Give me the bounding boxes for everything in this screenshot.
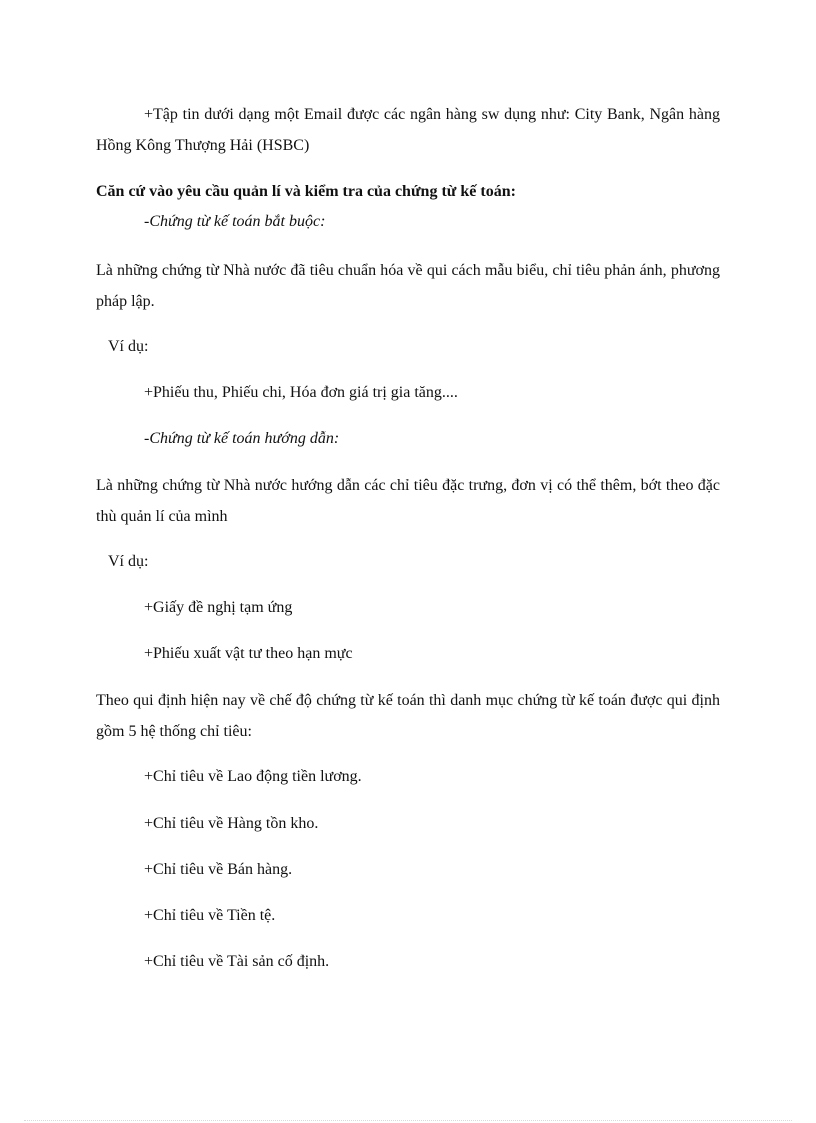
indicator-item-fixed-assets: +Chỉ tiêu về Tài sản cố định. (144, 953, 330, 970)
example-label-1: Ví dụ: (108, 338, 149, 355)
indicator-item-inventory: +Chỉ tiêu về Hàng tồn kho. (144, 815, 319, 832)
example-label-2: Ví dụ: (108, 553, 149, 570)
example-item-advance-request: +Giấy đề nghị tạm ứng (144, 599, 293, 616)
subheading-mandatory-vouchers: -Chứng từ kế toán bắt buộc: (144, 213, 326, 230)
example-item-material-issue: +Phiếu xuất vật tư theo hạn mực (144, 645, 353, 662)
page-bottom-divider (24, 1120, 792, 1121)
indicator-item-cash: +Chỉ tiêu về Tiền tệ. (144, 907, 276, 924)
paragraph-mandatory-definition: Là những chứng từ Nhà nước đã tiêu chuẩn hóa về qui cách mẫu biểu, chỉ tiêu phản ánh, phương pháp lập. (96, 262, 720, 310)
paragraph-email-note: +Tập tin dưới dạng một Email được các ngân hàng sw dụng như: City Bank, Ngân hàng Hồng Kông Thượng Hải (HSBC) (96, 106, 720, 154)
subheading-guided-vouchers: -Chứng từ kế toán hướng dẫn: (144, 430, 340, 447)
section-heading-classification: Căn cứ vào yêu cầu quản lí và kiểm tra của chứng từ kế toán: (96, 183, 516, 200)
indicator-item-labor: +Chỉ tiêu về Lao động tiền lương. (144, 768, 362, 785)
paragraph-guided-definition: Là những chứng từ Nhà nước hướng dẫn các chỉ tiêu đặc trưng, đơn vị có thể thêm, bớt theo đặc thù quản lí của mình (96, 477, 720, 525)
example-item-receipts: +Phiếu thu, Phiếu chi, Hóa đơn giá trị gia tăng.... (144, 384, 458, 401)
indicator-item-sales: +Chỉ tiêu về Bán hàng. (144, 861, 293, 878)
paragraph-regulation: Theo qui định hiện nay về chế độ chứng từ kế toán thì danh mục chứng từ kế toán được qui định gồm 5 hệ thống chỉ tiêu: (96, 692, 720, 740)
